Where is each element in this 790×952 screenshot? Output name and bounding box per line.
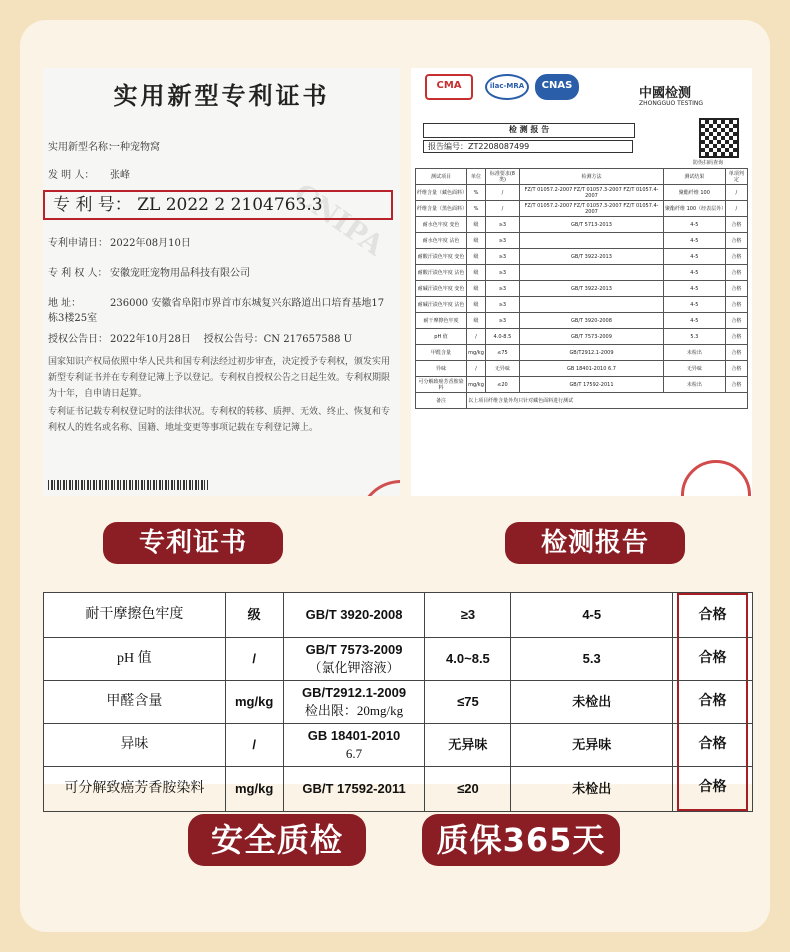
test-item-text: pH 值 bbox=[117, 651, 152, 666]
test-requirement bbox=[425, 767, 511, 812]
patent-holder-row bbox=[48, 264, 250, 279]
report-note-value: 以上项目纤维含量外均只针对藏色面料进行测试 bbox=[467, 393, 748, 409]
qr-code-icon bbox=[699, 118, 739, 158]
test-unit bbox=[225, 724, 283, 767]
test-method-note: 6.7 bbox=[345, 746, 363, 761]
test-item bbox=[44, 681, 226, 724]
test-unit-text: / bbox=[252, 737, 256, 752]
test-method-text: GB/T 17592-2011 bbox=[302, 781, 406, 796]
report-cell: % bbox=[467, 185, 486, 201]
report-table-row bbox=[416, 233, 748, 249]
report-cell: GB/T 5713-2013 bbox=[519, 217, 663, 233]
report-cell: / bbox=[485, 201, 519, 217]
report-cell: 耐酸汗渍色牢度 变色 bbox=[416, 249, 467, 265]
report-cell: 级 bbox=[467, 281, 486, 297]
test-item bbox=[44, 724, 226, 767]
testing-brand-sub: ZHONGGUO TESTING bbox=[639, 100, 703, 107]
value: 一种宠物窝 bbox=[110, 142, 160, 153]
report-table-row bbox=[416, 377, 748, 393]
report-header-cell: 测试项目 bbox=[416, 169, 467, 185]
test-verdict-cell bbox=[673, 681, 753, 724]
report-cell: 4-5 bbox=[664, 217, 726, 233]
report-cell: / bbox=[467, 329, 486, 345]
report-cell: 聚酯纤维 100 bbox=[664, 185, 726, 201]
patent-inventor-row bbox=[48, 166, 130, 181]
verdict-highlight: 合格 bbox=[677, 638, 748, 680]
report-cell: 聚酯纤维 100（经表层外） bbox=[664, 201, 726, 217]
report-cell: GB/T 3922-2013 bbox=[519, 249, 663, 265]
report-label: 检测报告 bbox=[505, 522, 685, 564]
report-table-header bbox=[416, 169, 748, 185]
report-header-cell: 测试结果 bbox=[664, 169, 726, 185]
report-note-row bbox=[416, 393, 748, 409]
test-result-text: 无异味 bbox=[572, 737, 612, 752]
report-cell: 4.0-8.5 bbox=[485, 329, 519, 345]
test-method bbox=[283, 724, 425, 767]
qr-note: 防伪扫码查询 bbox=[693, 160, 724, 166]
report-cell: 耐水色牢度 沾色 bbox=[416, 233, 467, 249]
test-method-text: GB/T2912.1-2009 bbox=[302, 685, 407, 700]
test-item bbox=[44, 767, 226, 812]
report-cell: / bbox=[485, 185, 519, 201]
report-cell: 合格 bbox=[725, 377, 747, 393]
test-item-text: 可分解致癌芳香胺染料 bbox=[64, 781, 205, 796]
report-cell: 耐干摩擦色牢度 bbox=[416, 313, 467, 329]
report-cell: 级 bbox=[467, 297, 486, 313]
test-verdict-cell bbox=[673, 724, 753, 767]
test-result-text: 5.3 bbox=[582, 651, 601, 666]
report-cell: 4-5 bbox=[664, 281, 726, 297]
test-unit bbox=[225, 638, 283, 681]
report-number: 报告编号：ZT2208087499 bbox=[423, 140, 633, 153]
test-item-text: 耐干摩擦色牢度 bbox=[85, 607, 184, 622]
label: 发 明 人： bbox=[48, 170, 95, 181]
report-cell: / bbox=[467, 361, 486, 377]
verdict-highlight: 合格 bbox=[677, 724, 748, 766]
cnas-logo: CNAS bbox=[535, 74, 579, 100]
report-table-row bbox=[416, 265, 748, 281]
test-unit-text: / bbox=[252, 651, 256, 666]
test-item bbox=[44, 593, 226, 638]
report-cell: 纤维含量（黑色面料） bbox=[416, 201, 467, 217]
test-requirement bbox=[425, 638, 511, 681]
patent-number-label: 专 利 号： bbox=[53, 195, 132, 215]
test-requirement bbox=[425, 593, 511, 638]
report-cell: 级 bbox=[467, 249, 486, 265]
warranty-label: 质保365天 bbox=[422, 814, 620, 866]
patent-title: 实用新型专利证书 bbox=[113, 81, 330, 110]
test-method bbox=[283, 767, 425, 812]
report-cell: FZ/T 01057.2-2007 FZ/T 01057.3-2007 FZ/T 01057.4-2007 bbox=[519, 201, 663, 217]
verdict-highlight: 合格 bbox=[677, 593, 748, 637]
test-result bbox=[511, 638, 673, 681]
report-cell: 未检出 bbox=[664, 345, 726, 361]
test-requirement bbox=[425, 681, 511, 724]
report-cell: 耐碱汗渍色牢度 变色 bbox=[416, 281, 467, 297]
cma-logo: CMA bbox=[425, 74, 473, 100]
test-method bbox=[283, 638, 425, 681]
test-method-text: GB 18401-2010 bbox=[307, 728, 401, 743]
report-cell: 可分解致癌芳香胺染料 bbox=[416, 377, 467, 393]
report-cell bbox=[519, 265, 663, 281]
test-method-text: GB/T 3920-2008 bbox=[305, 607, 403, 622]
patent-number-box bbox=[43, 190, 393, 220]
test-unit bbox=[225, 681, 283, 724]
report-cell: 合格 bbox=[725, 265, 747, 281]
test-result bbox=[511, 724, 673, 767]
test-row bbox=[44, 681, 753, 724]
value: 安徽宠旺宠物用品科技有限公司 bbox=[110, 268, 250, 279]
test-verdict-cell bbox=[673, 638, 753, 681]
report-cell: 无异味 bbox=[664, 361, 726, 377]
report-cell: mg/kg bbox=[467, 345, 486, 361]
verdict-highlight: 合格 bbox=[677, 681, 748, 723]
test-verdict-cell bbox=[673, 593, 753, 638]
report-table-row bbox=[416, 217, 748, 233]
test-result bbox=[511, 767, 673, 812]
value: 2022年10月28日 bbox=[110, 334, 191, 345]
label: 授权公告号： bbox=[203, 334, 264, 345]
report-cell: 耐水色牢度 变色 bbox=[416, 217, 467, 233]
test-requirement-text: ≥3 bbox=[460, 607, 476, 622]
report-cell bbox=[519, 297, 663, 313]
test-row bbox=[44, 724, 753, 767]
report-cell: 合格 bbox=[725, 249, 747, 265]
report-cell: / bbox=[725, 201, 747, 217]
report-header-cell: 检测方法 bbox=[519, 169, 663, 185]
report-cell: ≥3 bbox=[485, 233, 519, 249]
report-cell: mg/kg bbox=[467, 377, 486, 393]
report-cell bbox=[519, 233, 663, 249]
test-requirement-text: ≤75 bbox=[457, 694, 479, 709]
test-report-image bbox=[411, 68, 752, 496]
report-table-row bbox=[416, 281, 748, 297]
report-header-cell: 单位 bbox=[467, 169, 486, 185]
patent-watermark: CNIPA bbox=[287, 176, 390, 263]
report-cell: 未检出 bbox=[664, 377, 726, 393]
report-cell: 合格 bbox=[725, 281, 747, 297]
test-item-text: 异味 bbox=[120, 737, 149, 752]
report-table bbox=[415, 168, 748, 409]
report-cell: ≥3 bbox=[485, 217, 519, 233]
test-row bbox=[44, 593, 753, 638]
report-table-row bbox=[416, 313, 748, 329]
report-cell: 合格 bbox=[725, 217, 747, 233]
value: 236000 安徽省阜阳市界首市东城复兴东路道出口培育基地17栋3楼25室 bbox=[48, 298, 385, 324]
report-cell: FZ/T 01057.2-2007 FZ/T 01057.3-2007 FZ/T 01057.4-2007 bbox=[519, 185, 663, 201]
test-requirement-text: 4.0~8.5 bbox=[446, 651, 490, 666]
report-cell: 级 bbox=[467, 233, 486, 249]
test-unit bbox=[225, 593, 283, 638]
report-cell: 无异味 bbox=[485, 361, 519, 377]
report-cell: 合格 bbox=[725, 361, 747, 377]
report-cell: 合格 bbox=[725, 297, 747, 313]
patent-grant-row bbox=[48, 330, 352, 345]
report-cell: GB/T 3920-2008 bbox=[519, 313, 663, 329]
test-requirement-text: 无异味 bbox=[448, 737, 488, 752]
report-cell: 4-5 bbox=[664, 249, 726, 265]
test-item-text: 甲醛含量 bbox=[106, 694, 163, 709]
report-cell: % bbox=[467, 201, 486, 217]
report-cell: 甲醛含量 bbox=[416, 345, 467, 361]
report-table-row bbox=[416, 297, 748, 313]
test-requirement bbox=[425, 724, 511, 767]
patent-label: 专利证书 bbox=[103, 522, 283, 564]
value: CN 217657588 U bbox=[263, 334, 353, 345]
report-table-row bbox=[416, 201, 748, 217]
test-method-note: （氯化钾溶液） bbox=[308, 660, 400, 675]
patent-name-row bbox=[48, 138, 160, 153]
report-cell: ≥3 bbox=[485, 313, 519, 329]
report-cell: 耐酸汗渍色牢度 沾色 bbox=[416, 265, 467, 281]
report-cell: 4-5 bbox=[664, 313, 726, 329]
test-method bbox=[283, 681, 425, 724]
report-table-row bbox=[416, 249, 748, 265]
report-cell: GB/T 7573-2009 bbox=[519, 329, 663, 345]
value: 张峰 bbox=[110, 170, 130, 181]
test-row bbox=[44, 638, 753, 681]
patent-certificate-image bbox=[43, 68, 400, 496]
test-result-text: 未检出 bbox=[572, 694, 612, 709]
report-cell: 4-5 bbox=[664, 233, 726, 249]
label: 授权公告日： bbox=[48, 334, 108, 345]
test-result-text: 未检出 bbox=[572, 781, 612, 796]
report-cell: 合格 bbox=[725, 313, 747, 329]
label: 地 址： bbox=[48, 298, 82, 309]
patent-paragraph-2: 专利证书记载专利权登记时的法律状况。专利权的转移、质押、无效、终止、恢复和专利权人的姓名或名称、国籍、地址变更等事项记载在专利登记簿上。 bbox=[48, 407, 391, 433]
report-cell: 4-5 bbox=[664, 265, 726, 281]
barcode bbox=[48, 480, 208, 490]
quality-test-table bbox=[43, 592, 753, 796]
test-row bbox=[44, 767, 753, 812]
ilac-logo: ilac-MRA bbox=[485, 74, 529, 100]
official-seal bbox=[358, 480, 400, 496]
report-cell: ≥3 bbox=[485, 265, 519, 281]
test-requirement-text: ≤20 bbox=[457, 781, 479, 796]
test-unit bbox=[225, 767, 283, 812]
patent-paragraph-1: 国家知识产权局依照中华人民共和国专利法经过初步审查，决定授予专利权，颁发实用新型专利证书并在专利登记簿上予以登记。专利权自授权公告之日起生效。专利权期限为十年，自申请日起算。 bbox=[48, 357, 391, 399]
report-header-cell: 单项判定 bbox=[725, 169, 747, 185]
report-cell: ≥3 bbox=[485, 297, 519, 313]
test-unit-text: mg/kg bbox=[234, 694, 274, 709]
testing-brand: 中國检测 bbox=[639, 86, 692, 101]
label: 专利申请日： bbox=[48, 238, 108, 249]
test-method-text: GB/T 7573-2009 bbox=[305, 642, 403, 657]
report-cell: GB/T 3922-2013 bbox=[519, 281, 663, 297]
test-method-note: 检出限：20mg/kg bbox=[304, 703, 404, 718]
report-cell: / bbox=[725, 185, 747, 201]
test-verdict-cell bbox=[673, 767, 753, 812]
report-cell: 合格 bbox=[725, 233, 747, 249]
report-cell: 级 bbox=[467, 265, 486, 281]
test-method bbox=[283, 593, 425, 638]
test-unit-text: mg/kg bbox=[234, 781, 274, 796]
test-result-text: 4-5 bbox=[582, 607, 602, 622]
report-title: 检 测 报 告 bbox=[423, 123, 635, 138]
report-cell: ≤20 bbox=[485, 377, 519, 393]
label: 实用新型名称： bbox=[48, 142, 118, 153]
report-cell: 耐碱汗渍色牢度 沾色 bbox=[416, 297, 467, 313]
report-cell: GB/T2912.1-2009 bbox=[519, 345, 663, 361]
test-result bbox=[511, 681, 673, 724]
value: 2022年08月10日 bbox=[110, 238, 191, 249]
report-cell: 异味 bbox=[416, 361, 467, 377]
report-cell: 级 bbox=[467, 217, 486, 233]
report-table-row bbox=[416, 361, 748, 377]
report-table-row bbox=[416, 329, 748, 345]
report-cell: GB 18401-2010 6.7 bbox=[519, 361, 663, 377]
report-cell: 合格 bbox=[725, 329, 747, 345]
patent-address-row bbox=[48, 294, 388, 324]
test-item bbox=[44, 638, 226, 681]
report-cell: 4-5 bbox=[664, 297, 726, 313]
report-cell: pH 值 bbox=[416, 329, 467, 345]
test-result bbox=[511, 593, 673, 638]
report-cell: ≥3 bbox=[485, 249, 519, 265]
report-cell: 5.3 bbox=[664, 329, 726, 345]
verdict-highlight: 合格 bbox=[677, 767, 748, 811]
report-table-row bbox=[416, 185, 748, 201]
report-note-label: 备注 bbox=[416, 393, 467, 409]
test-unit-text: 级 bbox=[247, 607, 261, 622]
report-header-cell: 标准要求(8类) bbox=[485, 169, 519, 185]
patent-number-value: ZL 2022 2 2104763.3 bbox=[137, 195, 323, 215]
report-cell: ≥3 bbox=[485, 281, 519, 297]
report-cell: 纤维含量（藏色面料） bbox=[416, 185, 467, 201]
inspection-stamp bbox=[681, 460, 751, 496]
report-cell: GB/T 17592-2011 bbox=[519, 377, 663, 393]
quality-label: 安全质检 bbox=[188, 814, 366, 866]
report-table-row bbox=[416, 345, 748, 361]
patent-filing-row bbox=[48, 234, 191, 249]
label: 专 利 权 人： bbox=[48, 268, 108, 279]
report-cell: 合格 bbox=[725, 345, 747, 361]
report-cell: ≤75 bbox=[485, 345, 519, 361]
report-cell: 级 bbox=[467, 313, 486, 329]
